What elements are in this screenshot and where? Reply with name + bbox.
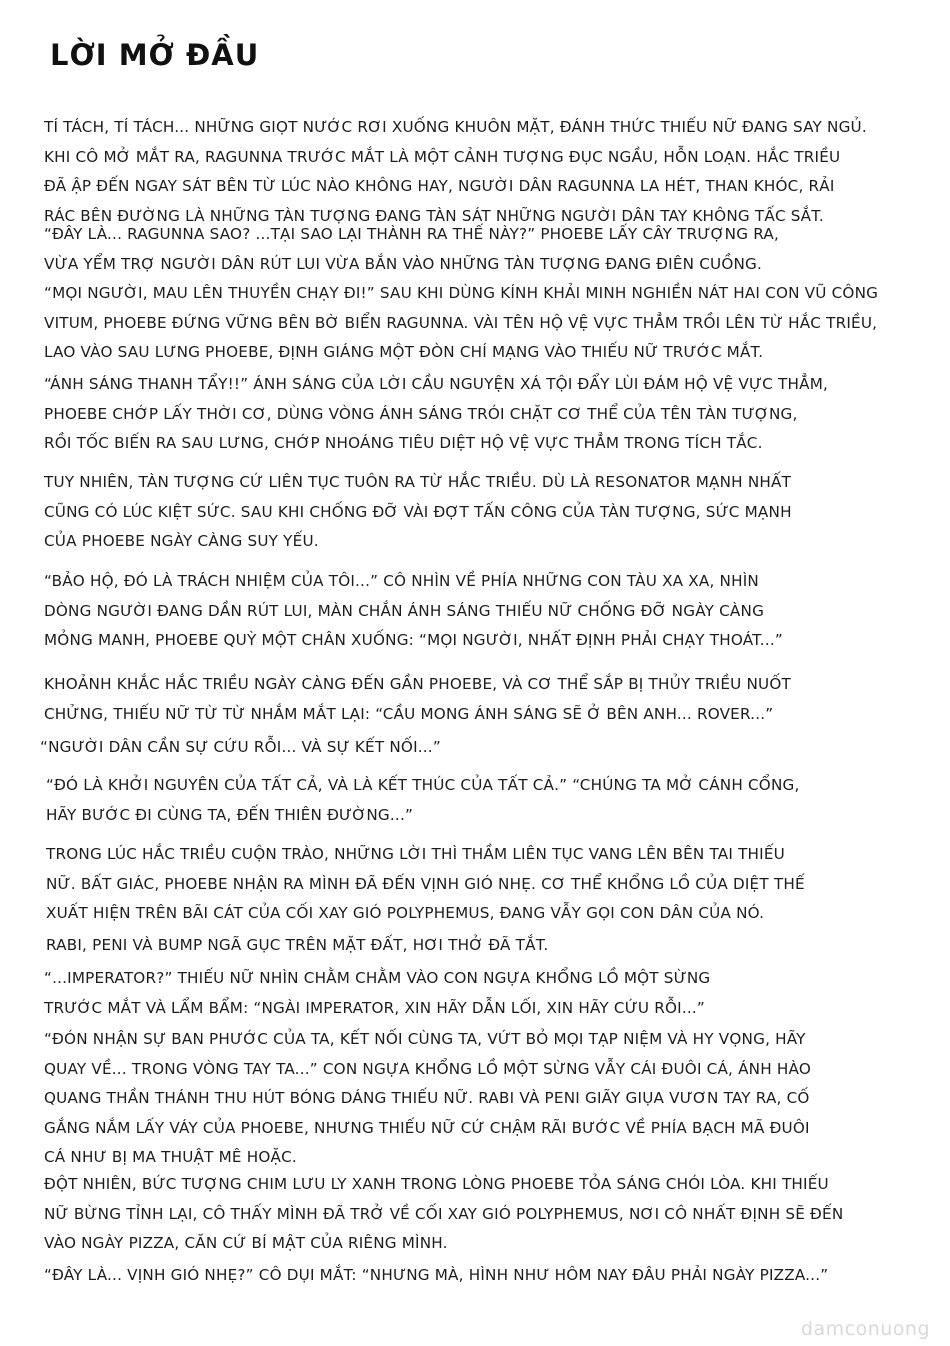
text-line: TUY NHIÊN, TÀN TƯỢNG CỨ LIÊN TỤC TUÔN RA TỪ HẮC TRIỀU. DÙ LÀ RESONATOR MẠNH NHẤT [44,473,792,491]
text-line: VÀO NGÀY PIZZA, CĂN CỨ BÍ MẬT CỦA RIÊNG MÌNH. [44,1234,448,1252]
text-line: GẮNG NẮM LẤY VÁY CỦA PHOEBE, NHƯNG THIẾU NỮ CỨ CHẬM RÃI BƯỚC VỀ PHÍA BẠCH MÃ ĐUÔI [44,1118,810,1137]
text-line: KHI CÔ MỞ MẮT RA, RAGUNNA TRƯỚC MẮT LÀ MỘT CẢNH TƯỢNG ĐỤC NGẦU, HỖN LOẠN. HẮC TRIỀU [44,147,841,166]
text-line: VITUM, PHOEBE ĐỨNG VỮNG BÊN BỜ BIỂN RAGUNNA. VÀI TÊN HỘ VỆ VỰC THẲM TRỒI LÊN TỪ HẮC TRIỀU, [44,313,878,332]
watermark: damconuong [800,1318,930,1340]
text-line: VỪA YỂM TRỢ NGƯỜI DÂN RÚT LUI VỪA BẮN VÀO NHỮNG TÀN TƯỢNG ĐANG ĐIÊN CUỒNG. [44,254,763,273]
text-line: “ĐÂY LÀ... VỊNH GIÓ NHẸ?” CÔ DỤI MẮT: “NHƯNG MÀ, HÌNH NHƯ HÔM NAY ĐÂU PHẢI NGÀY PIZZA...” [44,1266,829,1284]
text-line: RÁC BÊN ĐƯỜNG LÀ NHỮNG TÀN TƯỢNG ĐANG TÀN SÁT NHỮNG NGƯỜI DÂN TAY KHÔNG TẤC SẮT. [44,206,824,225]
text-line: NỮ BỪNG TỈNH LẠI, CÔ THẤY MÌNH ĐÃ TRỞ VỀ CỐI XAY GIÓ POLYPHEMUS, NƠI CÔ NHẤT ĐỊNH SẼ ĐẾN [44,1204,844,1223]
text-line: “ĐÓ LÀ KHỞI NGUYÊN CỦA TẤT CẢ, VÀ LÀ KẾT THÚC CỦA TẤT CẢ.” “CHÚNG TA MỞ CÁNH CỔNG, [46,776,800,794]
text-line: CỦA PHOEBE NGÀY CÀNG SUY YẾU. [44,532,319,550]
text-line: “BẢO HỘ, ĐÓ LÀ TRÁCH NHIỆM CỦA TÔI...” CÔ NHÌN VỀ PHÍA NHỮNG CON TÀU XA XA, NHÌN [44,572,759,590]
paragraph [44,1025,811,1173]
text-line: “NGƯỜI DÂN CẦN SỰ CỨU RỖI... VÀ SỰ KẾT NỐI...” [40,738,441,756]
text-line: CHỬNG, THIẾU NỮ TỪ TỪ NHẮM MẮT LẠI: “CẦU MONG ÁNH SÁNG SẼ Ở BÊN ANH... ROVER...” [44,704,774,723]
text-line: TRONG LÚC HẮC TRIỀU CUỘN TRÀO, NHỮNG LỜI THÌ THẦM LIÊN TỤC VANG LÊN BÊN TAI THIẾU [46,845,785,863]
paragraph [46,931,548,961]
paragraph [44,964,710,1023]
text-line: RỒI TỐC BIẾN RA SAU LƯNG, CHỚP NHOÁNG TIÊU DIỆT HỘ VỆ VỰC THẲM TRONG TÍCH TẮC. [44,434,763,452]
text-line: KHOẢNH KHẮC HẮC TRIỀU NGÀY CÀNG ĐẾN GẦN PHOEBE, VÀ CƠ THỂ SẮP BỊ THỦY TRIỀU NUỐT [44,675,791,693]
text-line: PHOEBE CHỚP LẤY THỜI CƠ, DÙNG VÒNG ÁNH SÁNG TRÓI CHẶT CƠ THỂ CỦA TÊN TÀN TƯỢNG, [44,404,798,423]
text-line: LAO VÀO SAU LƯNG PHOEBE, ĐỊNH GIÁNG MỘT ĐÒN CHÍ MẠNG VÀO THIẾU NỮ TRƯỚC MẮT. [44,343,764,361]
text-line: CŨNG CÓ LÚC KIỆT SỨC. SAU KHI CHỐNG ĐỠ VÀI ĐỢT TẤN CÔNG CỦA TÀN TƯỢNG, SỨC MẠNH [44,502,792,521]
page-title: LỜI MỞ ĐẦU [50,38,260,72]
paragraph [44,468,792,557]
text-line: “ÁNH SÁNG THANH TẨY!!” ÁNH SÁNG CỦA LỜI CẦU NGUYỆN XÁ TỘI ĐẨY LÙI ĐÁM HỘ VỆ VỰC THẲM, [44,375,829,393]
paragraph [44,567,783,656]
text-line: “...IMPERATOR?” THIẾU NỮ NHÌN CHẰM CHẰM VÀO CON NGỰA KHỔNG LỒ MỘT SỪNG [44,969,711,987]
text-line: ĐỘT NHIÊN, BỨC TƯỢNG CHIM LƯU LY XANH TRONG LÒNG PHOEBE TỎA SÁNG CHÓI LÒA. KHI THIẾU [44,1175,829,1193]
text-line: HÃY BƯỚC ĐI CÙNG TA, ĐẾN THIÊN ĐƯỜNG...” [46,805,414,824]
paragraph [46,840,805,929]
text-line: CÁ NHƯ BỊ MA THUẬT MÊ HOẶC. [44,1148,297,1166]
text-line: TÍ TÁCH, TÍ TÁCH... NHỮNG GIỌT NƯỚC RƠI XUỐNG KHUÔN MẶT, ĐÁNH THỨC THIẾU NỮ ĐANG SAY NGỦ. [44,118,867,136]
text-line: DÒNG NGƯỜI ĐANG DẦN RÚT LUI, MÀN CHẮN ÁNH SÁNG THIẾU NỮ CHỐNG ĐỠ NGÀY CÀNG [44,601,765,620]
text-line: QUAY VỀ... TRONG VÒNG TAY TA...” CON NGỰA KHỔNG LỒ MỘT SỪNG VẪY CÁI ĐUÔI CÁ, ÁNH HÀO [44,1059,811,1078]
paragraph [44,670,791,729]
text-line: NỮ. BẤT GIÁC, PHOEBE NHẬN RA MÌNH ĐÃ ĐẾN VỊNH GIÓ NHẸ. CƠ THỂ KHỔNG LỒ CỦA DIỆT THẾ [46,874,805,893]
text-line: “MỌI NGƯỜI, MAU LÊN THUYỀN CHẠY ĐI!” SAU KHI DÙNG KÍNH KHẢI MINH NGHIỀN NÁT HAI CON VŨ CÔNG [44,284,879,302]
text-line: “ĐÂY LÀ... RAGUNNA SAO? ...TẠI SAO LẠI THÀNH RA THẾ NÀY?” PHOEBE LẤY CÂY TRƯỢNG RA, [44,225,779,243]
text-line: “ĐÓN NHẬN SỰ BAN PHƯỚC CỦA TA, KẾT NỐI CÙNG TA, VỨT BỎ MỌI TẠP NIỆM VÀ HY VỌNG, HÃY [44,1030,806,1048]
paragraph [40,733,441,763]
text-line: XUẤT HIỆN TRÊN BÃI CÁT CỦA CỐI XAY GIÓ POLYPHEMUS, ĐANG VẪY GỌI CON DÂN CỦA NÓ. [46,904,765,922]
paragraph [46,771,800,830]
text-line: QUANG THẦN THÁNH THU HÚT BÓNG DÁNG THIẾU NỮ. RABI VÀ PENI GIÃY GIỤA VƯƠN TAY RA, CỐ [44,1089,810,1107]
paragraph [44,370,828,459]
text-line: RABI, PENI VÀ BUMP NGÃ GỤC TRÊN MẶT ĐẤT, HƠI THỞ ĐÃ TẮT. [46,936,549,954]
paragraph [44,1261,828,1291]
paragraph [44,1170,843,1259]
text-line: MỎNG MANH, PHOEBE QUỲ MỘT CHÂN XUỐNG: “MỌI NGƯỜI, NHẤT ĐỊNH PHẢI CHẠY THOÁT...” [44,631,783,649]
text-line: TRƯỚC MẮT VÀ LẨM BẨM: “NGÀI IMPERATOR, XIN HÃY DẪN LỐI, XIN HÃY CỨU RỖI...” [44,998,705,1017]
paragraph [44,113,867,231]
paragraph [44,220,878,368]
text-line: ĐÃ ẬP ĐẾN NGAY SÁT BÊN TỪ LÚC NÀO KHÔNG HAY, NGƯỜI DÂN RAGUNNA LA HÉT, THAN KHÓC, RẢI [44,177,835,195]
